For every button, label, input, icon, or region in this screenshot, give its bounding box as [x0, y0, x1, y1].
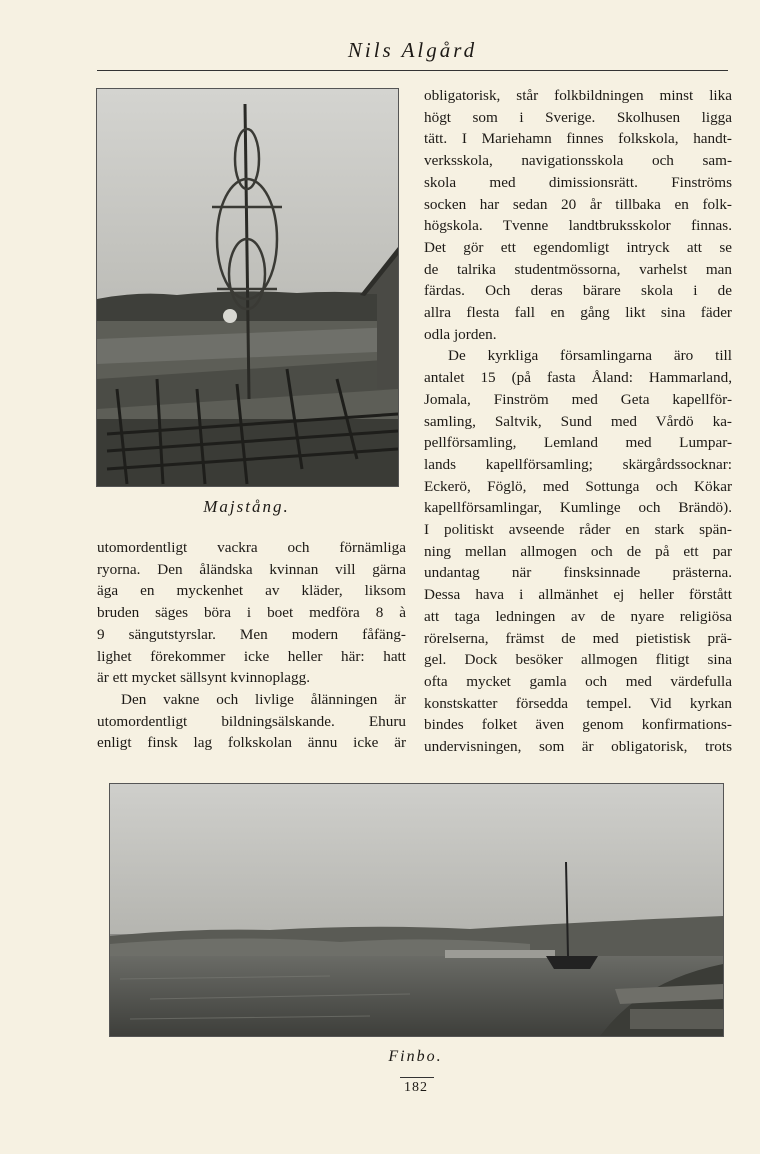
- text-line: lands kapellförsamling; skärgårdssocknar:: [424, 455, 732, 473]
- text-line: utomordentligt vackra och förnämliga: [97, 539, 406, 556]
- right-paragraph-2: [424, 345, 732, 757]
- text-line: ning mellan allmogen och de på ett par: [424, 542, 732, 560]
- text-line: enligt finsk lag folkskolan ännu icke är: [97, 734, 406, 752]
- text-line: Det gör ett egendomligt intryck att se: [424, 238, 732, 256]
- text-line: verksskola, navigationsskola och sam-: [424, 152, 732, 170]
- right-column: [424, 85, 732, 758]
- text-line: högt som i Sverige. Skolhusen ligga: [424, 108, 732, 126]
- text-line: är ett mycket sällsynt kvinnoplagg.: [97, 669, 311, 687]
- maypole-photo: [96, 88, 399, 487]
- text-line: pellförsamling, Lemland med Lumpar-: [424, 434, 732, 452]
- text-line: skola med dimissionsrätt. Finströms: [424, 173, 732, 191]
- page-number: 182: [404, 1080, 428, 1095]
- text-line: allra flesta fall en gång likt sina fäder: [424, 304, 732, 322]
- text-line: konstskatter försedda tempel. Vid kyrkan: [424, 694, 732, 712]
- text-line: kapellförsamlingar, Kumlinge och Brändö).: [424, 499, 732, 517]
- page-number-rule: [400, 1077, 434, 1078]
- left-paragraph-1: [97, 537, 406, 689]
- text-line: odla jorden.: [424, 325, 497, 343]
- text-line: Dessa hava i allmänhet ej heller förstått: [424, 586, 732, 604]
- text-line: undantag när finsksinnade prästerna.: [424, 564, 732, 582]
- text-line: att taga ledningen av de nyare religiösa: [424, 607, 732, 625]
- text-line: Jomala, Finström med Geta kapellför-: [424, 390, 732, 408]
- maypole-caption: Majstång.: [203, 497, 290, 516]
- text-line: samling, Saltvik, Sund med Vårdö ka-: [424, 412, 732, 430]
- text-line: Den vakne och livlige ålänningen är: [121, 690, 406, 708]
- left-column: [97, 537, 406, 754]
- finbo-photo: [109, 783, 724, 1037]
- text-line: ryorna. Den åländska kvinnan vill gärna: [97, 560, 406, 578]
- finbo-photo-graphic: [110, 784, 723, 1036]
- text-line: gel. Dock besöker allmogen flitigt sina: [424, 651, 732, 669]
- running-head: Nils Algård: [347, 38, 478, 62]
- text-line: socken har sedan 20 år tillbaka en folk-: [424, 195, 732, 213]
- maypole-photo-graphic: [97, 89, 398, 486]
- text-line: äga en myckenhet av kläder, liksom: [97, 582, 406, 600]
- header-rule: [97, 70, 728, 71]
- text-line: högskola. Tvenne landtbruksskolor finnas.: [424, 217, 732, 235]
- right-paragraph-1: [424, 85, 732, 345]
- text-line: ofta mycket gamla och med värdefulla: [424, 672, 732, 690]
- text-line: de talrika studentmössorna, varhelst man: [424, 260, 732, 278]
- text-line: tätt. I Mariehamn finnes folkskola, handt-: [424, 130, 732, 148]
- text-line: De kyrkliga församlingarna äro till: [448, 347, 732, 365]
- text-line: I politiskt avseende råder en stark spän-: [424, 521, 732, 539]
- text-line: antalet 15 (på fasta Åland: Hammarland,: [424, 369, 732, 387]
- text-line: bruden säges böra i boet medföra 8 à: [97, 604, 406, 622]
- text-line: undervisningen, som är obligatorisk, trots: [424, 738, 732, 756]
- left-paragraph-2: [97, 689, 406, 754]
- text-line: rörelserna, främst de med pietistisk prä-: [424, 629, 732, 647]
- text-line: bindes folket även genom konfirmations-: [424, 716, 732, 734]
- text-line: utomordentligt bildningsälskande. Ehuru: [97, 712, 406, 730]
- text-line: lighet förekommer icke heller här: hatt: [97, 647, 406, 665]
- finbo-caption: Finbo.: [388, 1048, 443, 1065]
- text-line: Eckerö, Föglö, med Sottunga och Kökar: [424, 477, 732, 495]
- text-line: obligatorisk, står folkbildningen minst lika: [424, 87, 732, 104]
- text-line: 9 sängutstyrslar. Men modern fåfäng-: [97, 625, 406, 643]
- text-line: färdas. Och deras bärare skola i de: [424, 282, 732, 300]
